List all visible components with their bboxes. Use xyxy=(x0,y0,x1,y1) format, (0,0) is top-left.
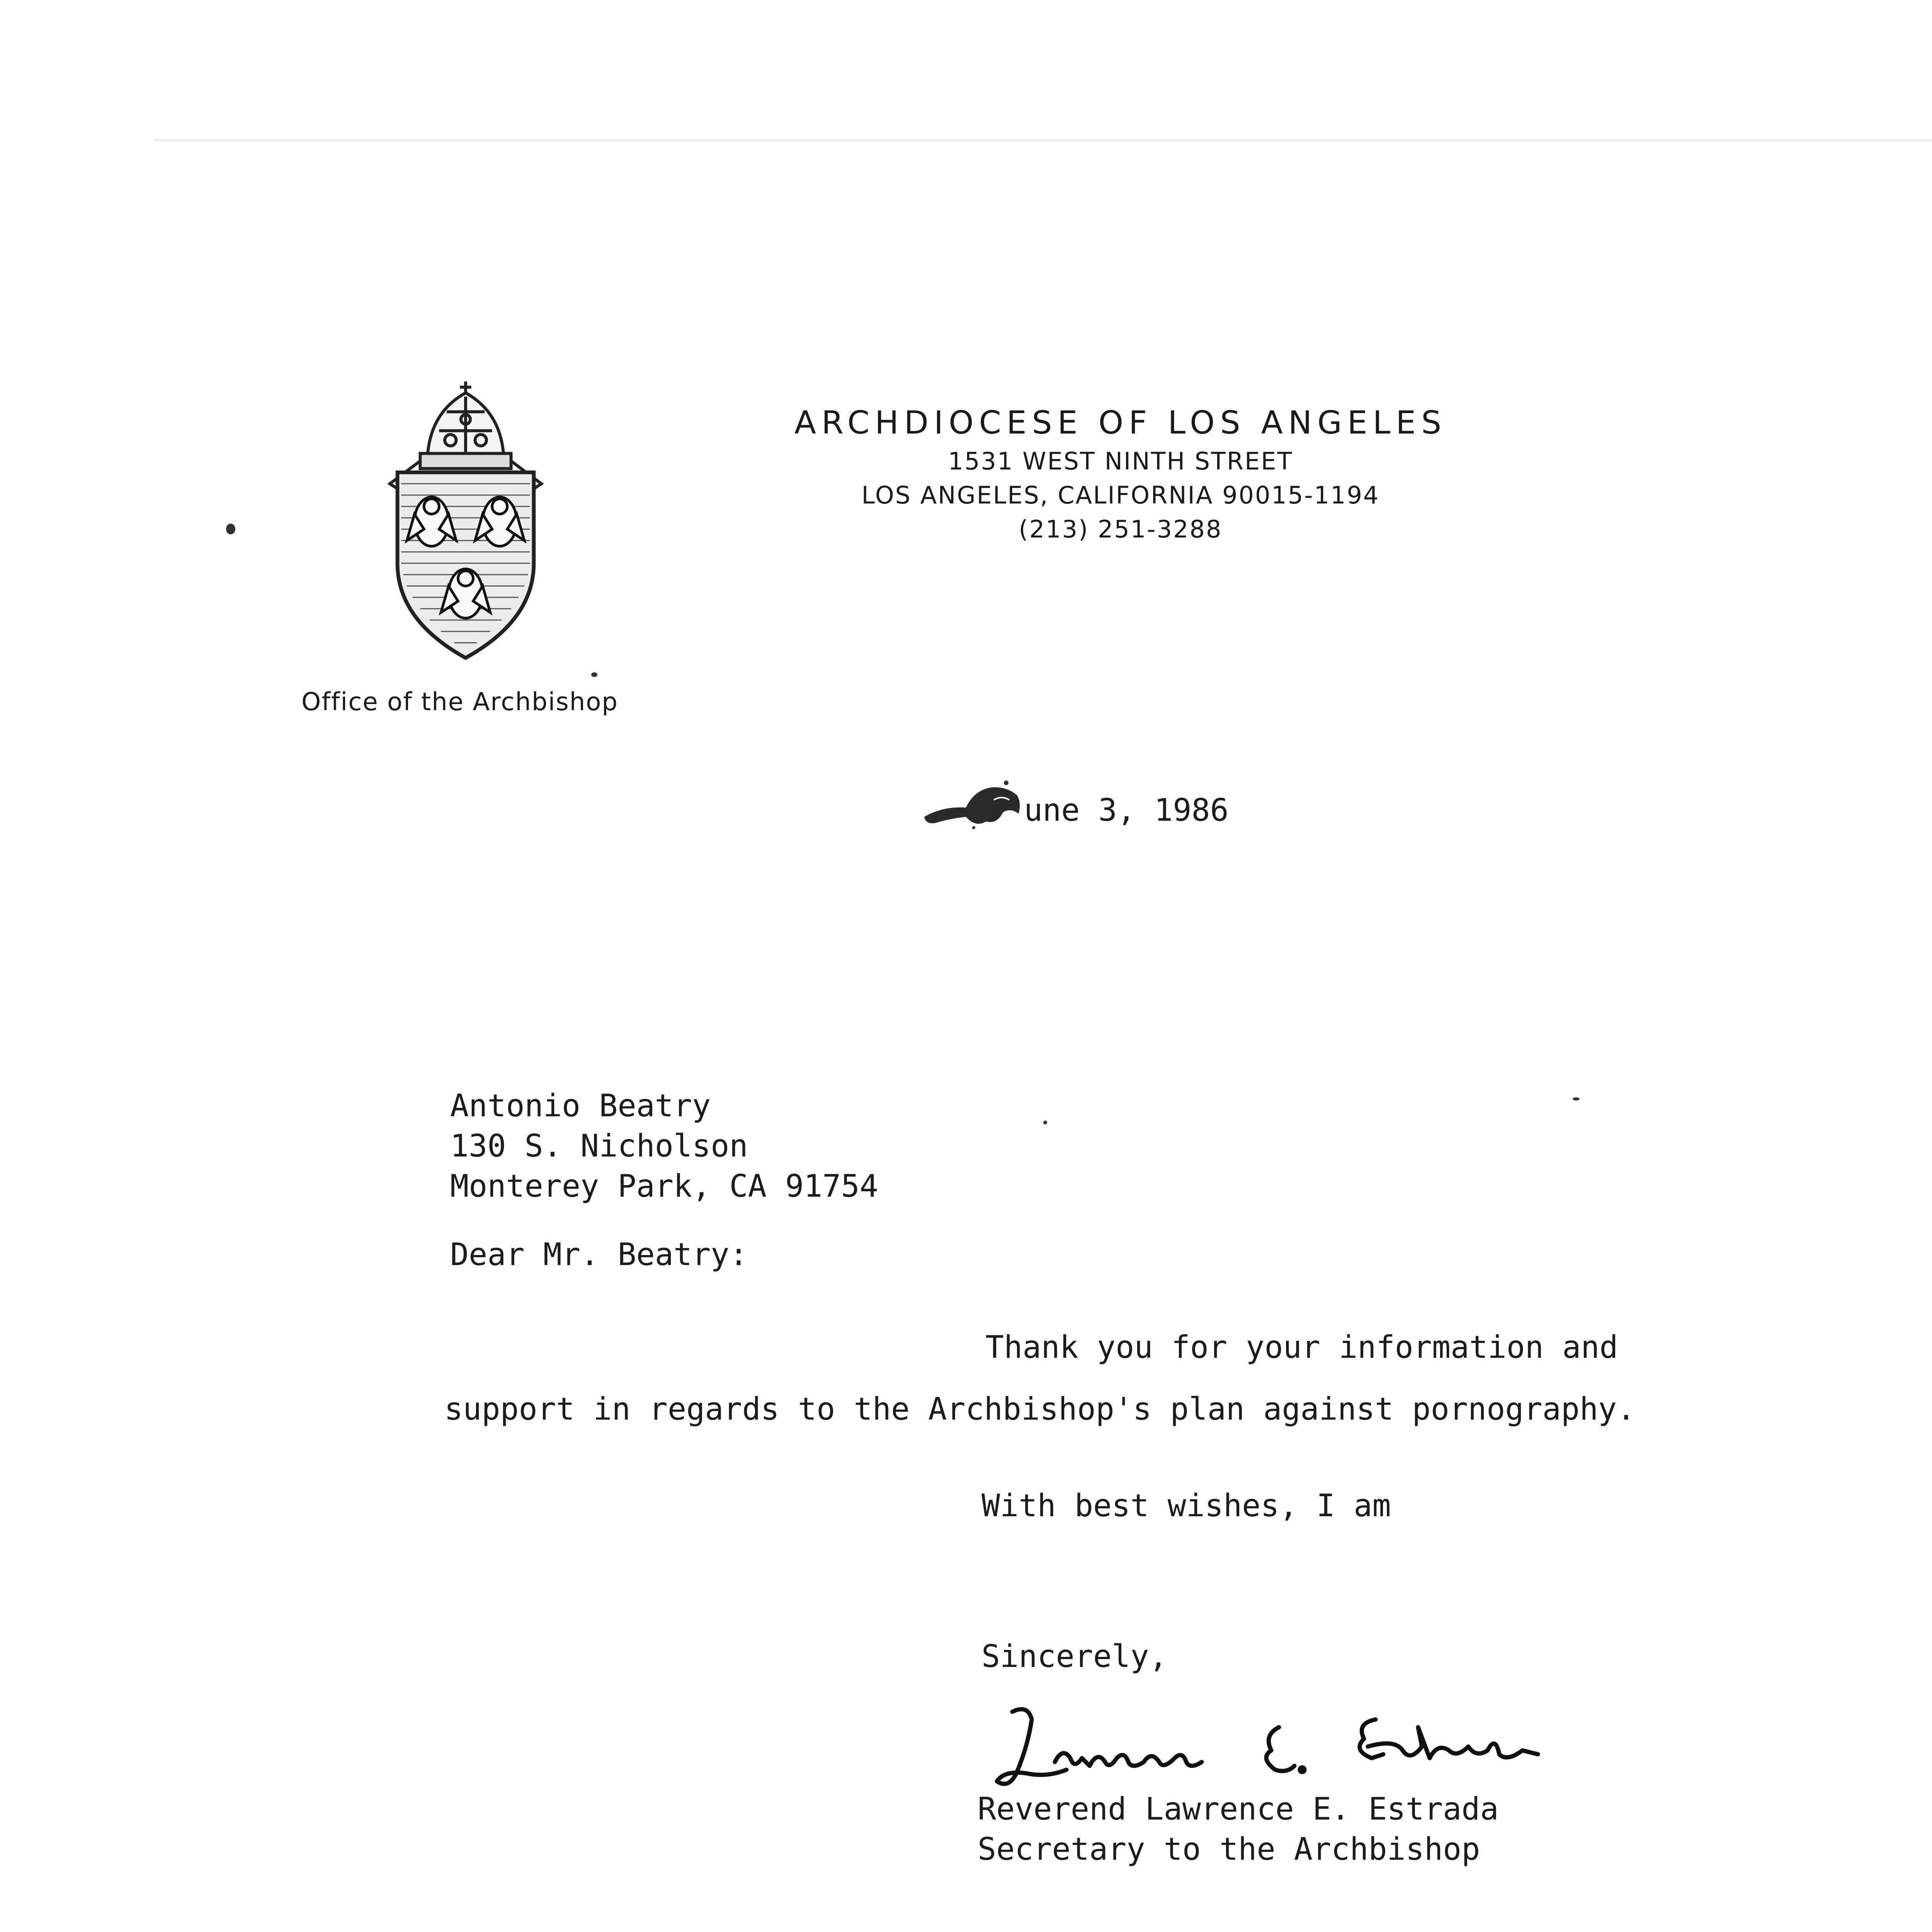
city-state-zip: LOS ANGELES, CALIFORNIA 90015-1194 xyxy=(861,481,1380,509)
phone-number: (213) 251-3288 xyxy=(1019,515,1223,543)
office-of-archbishop-label: Office of the Archbishop xyxy=(301,688,619,716)
ink-blot-icon xyxy=(920,777,1036,831)
closing-line: With best wishes, I am xyxy=(981,1488,1391,1524)
scan-speck xyxy=(1043,1121,1047,1124)
valediction: Sincerely, xyxy=(981,1638,1168,1674)
signer-name: Reverend Lawrence E. Estrada xyxy=(978,1791,1499,1827)
recipient-city: Monterey Park, CA 91754 xyxy=(450,1168,878,1204)
scan-speck xyxy=(226,524,235,534)
scan-edge-top xyxy=(155,139,1932,141)
street-address: 1531 WEST NINTH STREET xyxy=(948,447,1293,475)
archdiocese-crest-icon xyxy=(371,375,560,665)
scan-speck xyxy=(1573,1097,1580,1100)
letter-date: une 3, 1986 xyxy=(1024,792,1229,828)
signer-block xyxy=(978,1789,1499,1869)
scan-speck xyxy=(591,672,597,677)
letterhead xyxy=(734,402,1507,546)
recipient-street: 130 S. Nicholson xyxy=(450,1128,748,1164)
organization-name: ARCHDIOCESE OF LOS ANGELES xyxy=(794,405,1447,441)
recipient-address xyxy=(450,1086,878,1206)
signer-title: Secretary to the Archbishop xyxy=(978,1831,1480,1867)
recipient-name: Antonio Beatry xyxy=(450,1088,711,1124)
handwritten-signature xyxy=(989,1700,1549,1797)
body-line-1: Thank you for your information and xyxy=(985,1329,1618,1365)
salutation: Dear Mr. Beatry: xyxy=(450,1236,748,1272)
body-line-2: support in regards to the Archbishop's plan against pornography. xyxy=(444,1391,1636,1427)
